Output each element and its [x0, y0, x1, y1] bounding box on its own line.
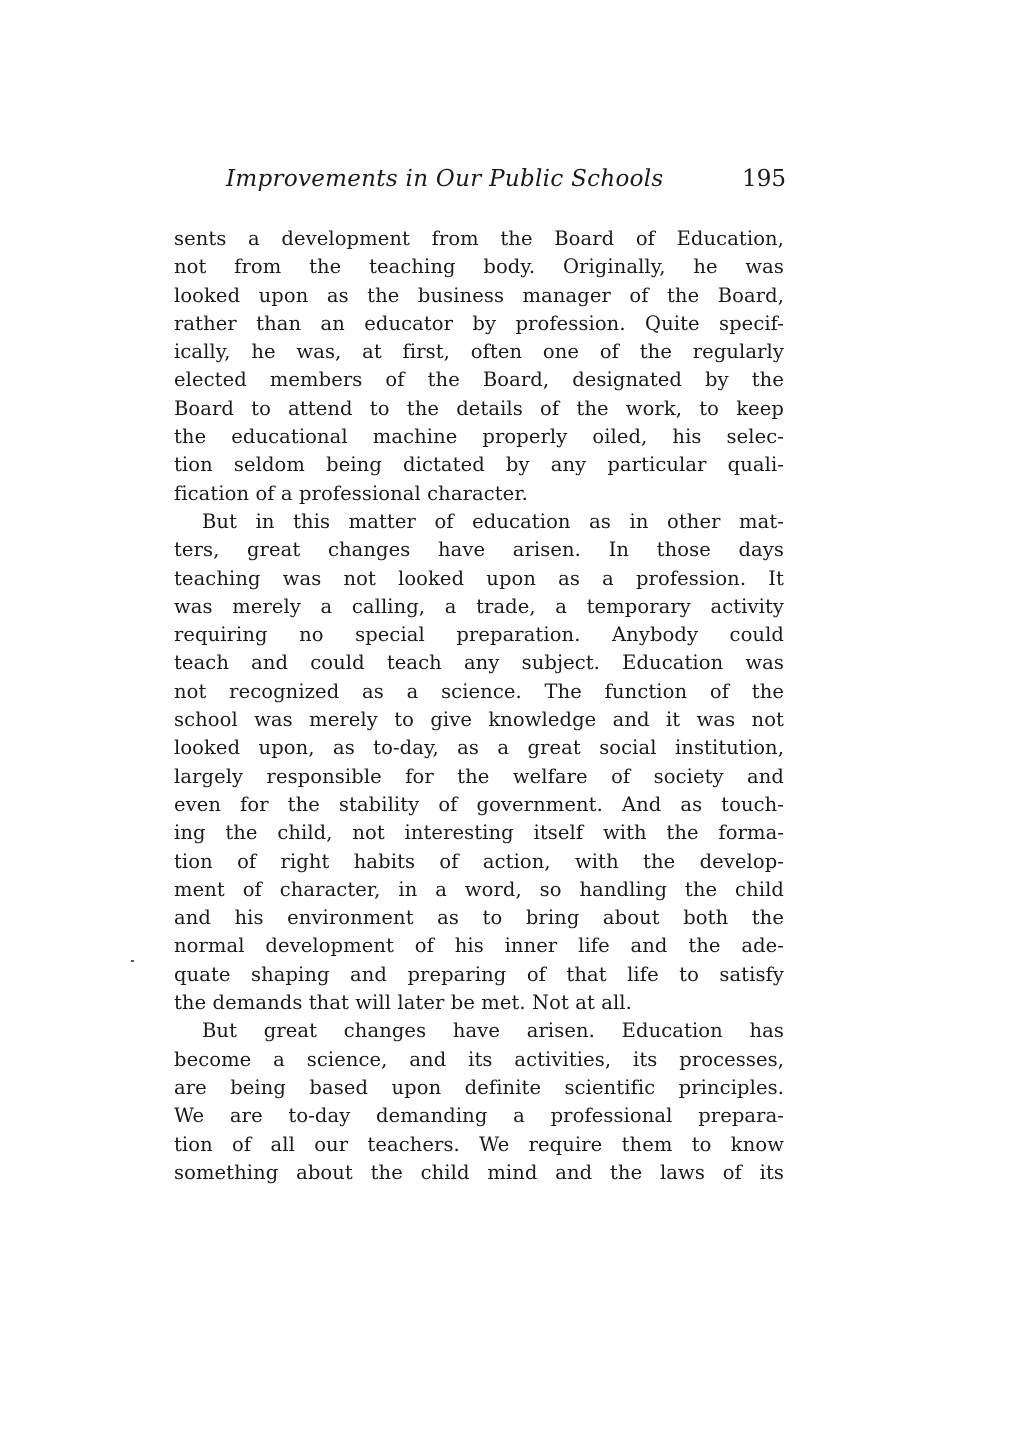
paragraph: [174, 225, 784, 508]
text-line: fication of a professional character.: [174, 481, 528, 505]
text-line: normal development of his inner life and the ade-: [174, 934, 784, 958]
text-line: are being based upon definite scientific principles.: [174, 1075, 784, 1099]
text-line: tion of right habits of action, with the develop-: [174, 849, 784, 873]
text-line: quate shaping and preparing of that life to satisfy: [174, 962, 784, 986]
running-head: [226, 166, 786, 198]
text-line: tion seldom being dictated by any particular quali-: [174, 453, 784, 477]
text-line: the demands that will later be met. Not at all.: [174, 991, 632, 1015]
running-title: Improvements in Our Public Schools: [226, 166, 664, 192]
text-line: teach and could teach any subject. Education was: [174, 651, 784, 675]
text-line: sents a development from the Board of Education,: [174, 227, 784, 250]
text-line: not from the teaching body. Originally, he was: [174, 255, 784, 279]
margin-speck: [131, 960, 134, 962]
text-line: ing the child, not interesting itself with the forma-: [174, 821, 784, 845]
text-line: ment of character, in a word, so handling the child: [174, 877, 784, 901]
text-line: teaching was not looked upon as a profession. It: [174, 566, 784, 590]
text-line: elected members of the Board, designated by the: [174, 368, 784, 392]
text-line: largely responsible for the welfare of society and: [174, 764, 784, 788]
text-line: But in this matter of education as in other mat-: [202, 509, 784, 533]
text-line: Board to attend to the details of the work, to keep: [174, 396, 784, 420]
text-line: something about the child mind and the laws of its: [174, 1160, 784, 1184]
paragraph: [174, 508, 784, 1017]
text-line: become a science, and its activities, its processes,: [174, 1047, 784, 1071]
text-line: We are to-day demanding a professional prepara-: [174, 1104, 784, 1128]
text-line: looked upon, as to-day, as a great social institution,: [174, 736, 784, 760]
page-number: 195: [742, 166, 786, 192]
text-line: the educational machine properly oiled, his selec-: [174, 425, 784, 449]
text-line: ically, he was, at first, often one of the regularly: [174, 340, 784, 364]
text-line: and his environment as to bring about both the: [174, 906, 784, 930]
text-line: rather than an educator by profession. Quite specif-: [174, 311, 784, 335]
text-line: requiring no special preparation. Anybody could: [174, 623, 784, 647]
paragraph: [174, 1017, 784, 1187]
text-line: even for the stability of government. And as touch-: [174, 792, 784, 816]
text-line: was merely a calling, a trade, a temporary activity: [174, 594, 784, 618]
text-line: looked upon as the business manager of the Board,: [174, 283, 784, 307]
body-text: [174, 225, 784, 1187]
text-line: school was merely to give knowledge and it was not: [174, 708, 784, 732]
text-line: But great changes have arisen. Education has: [202, 1019, 784, 1043]
text-line: not recognized as a science. The function of the: [174, 679, 784, 703]
text-line: tion of all our teachers. We require them to know: [174, 1132, 784, 1156]
text-line: ters, great changes have arisen. In those days: [174, 538, 784, 562]
